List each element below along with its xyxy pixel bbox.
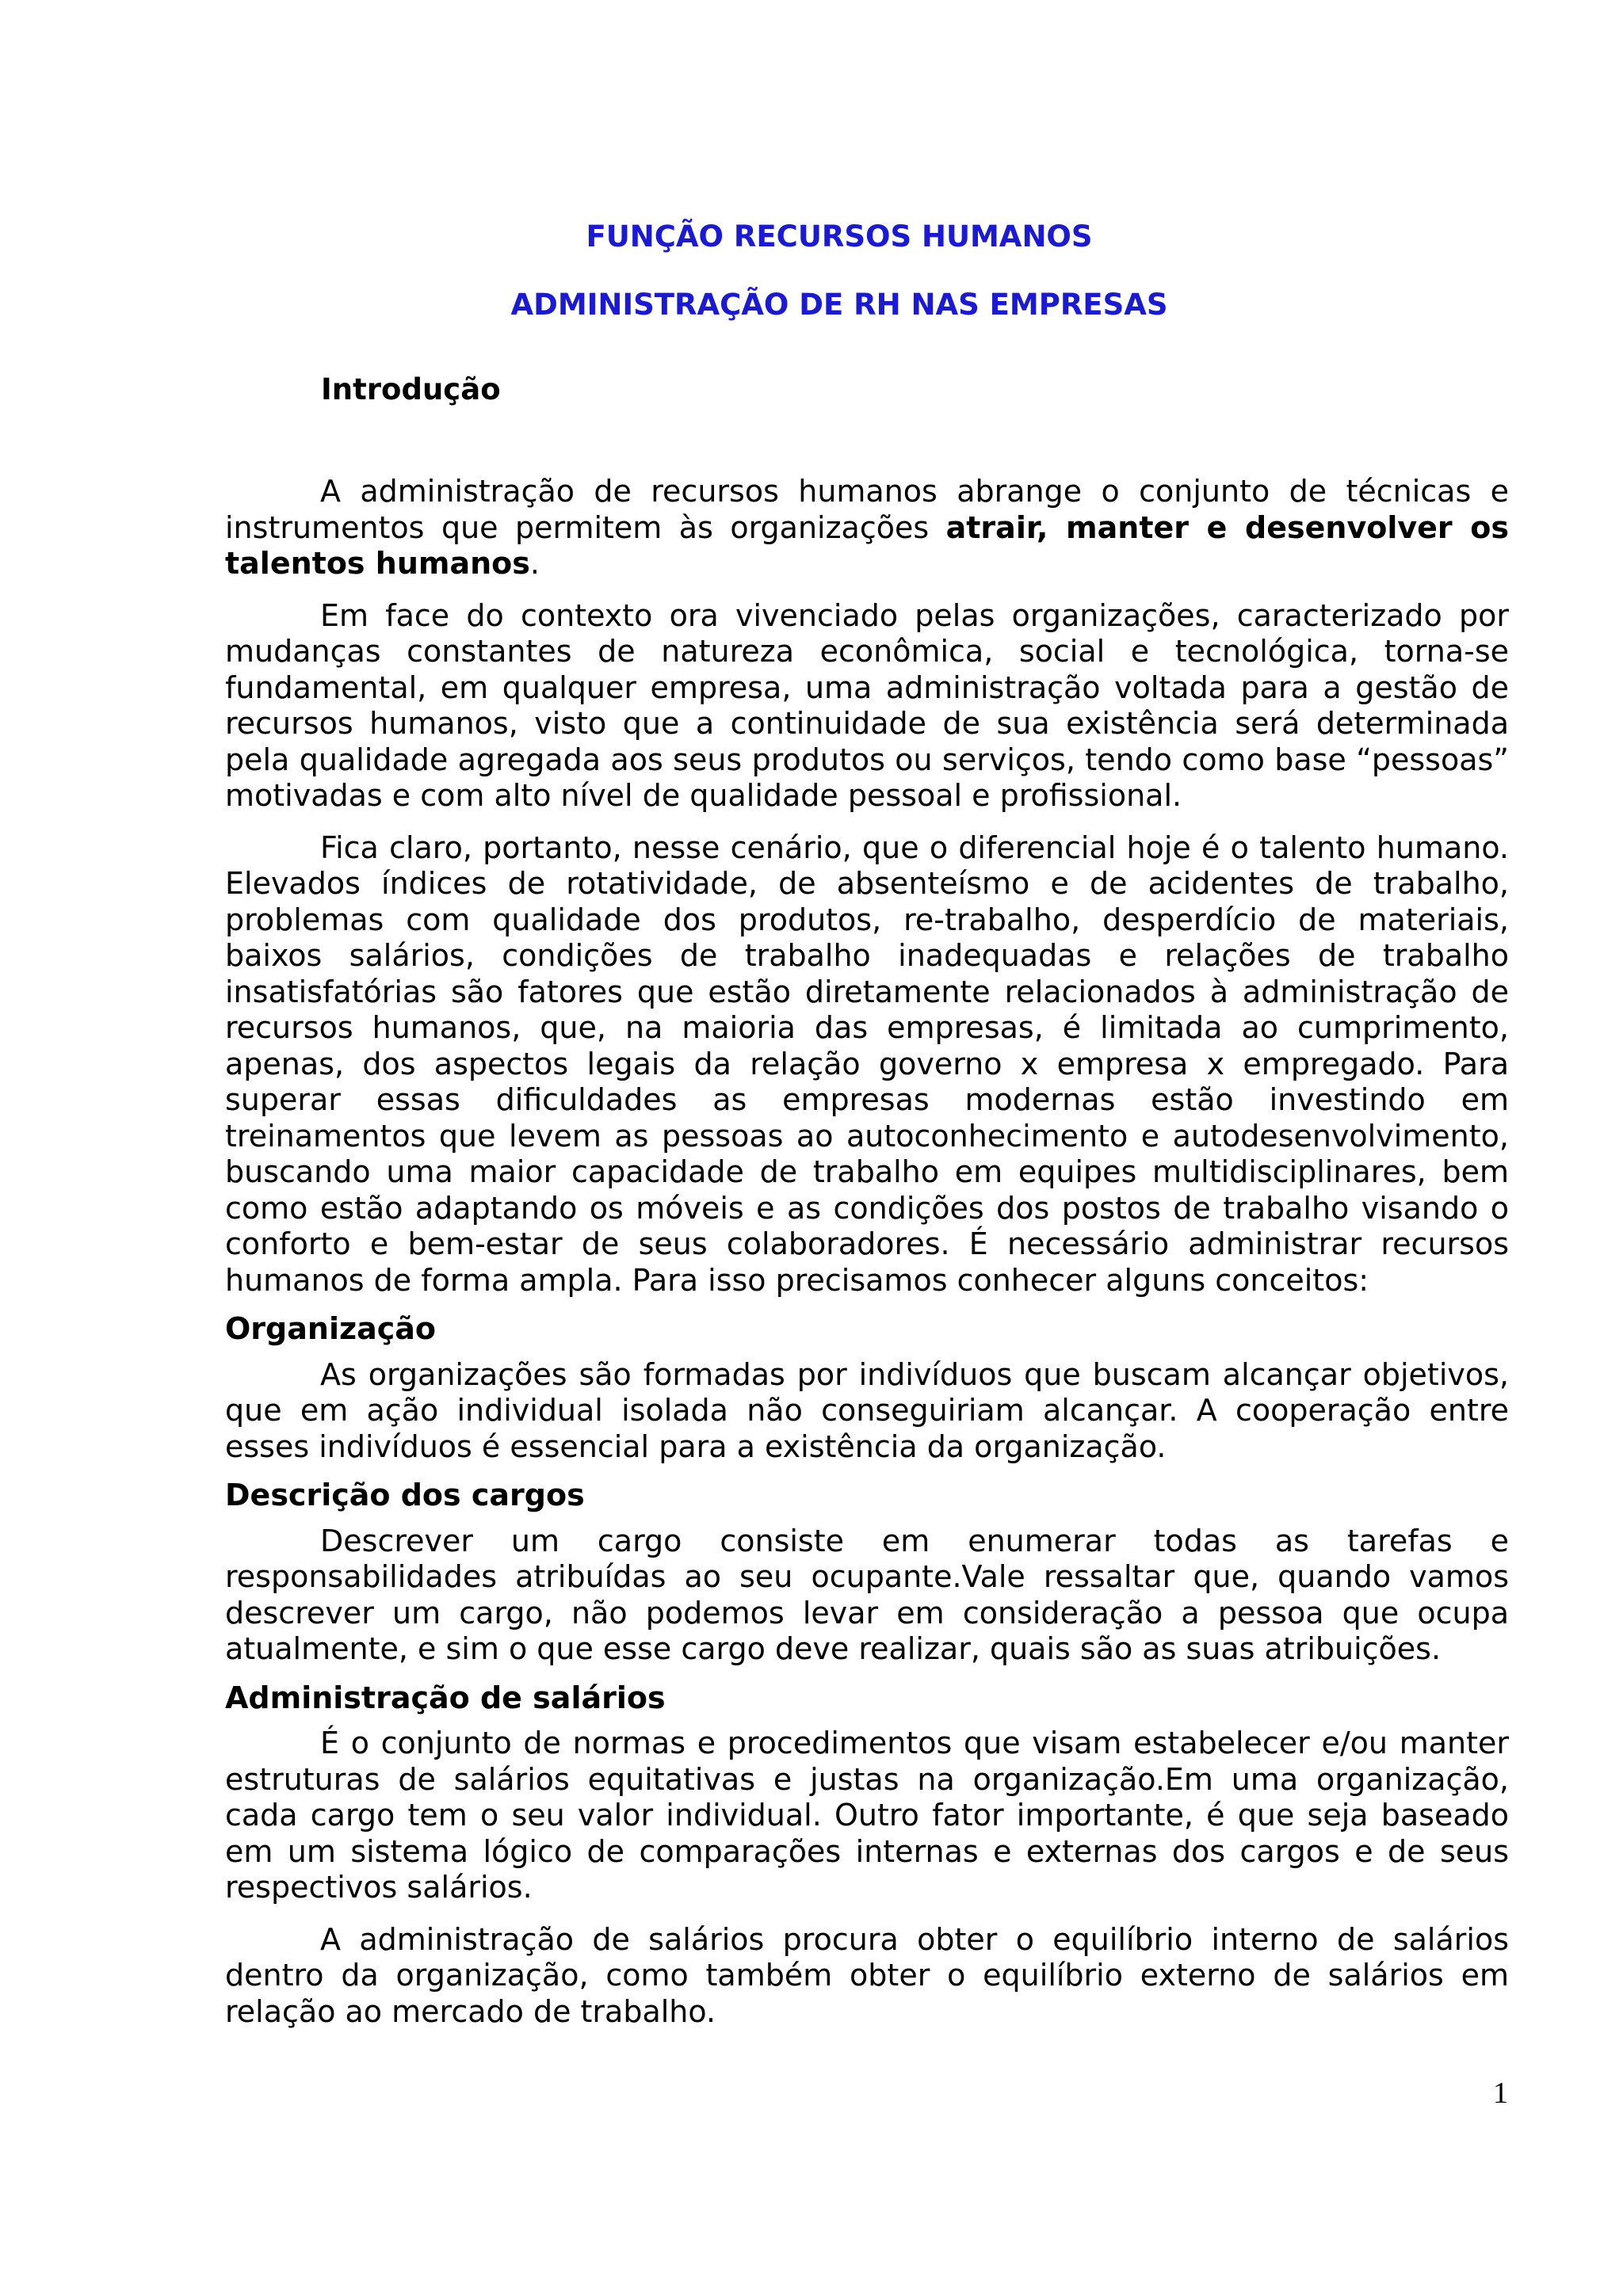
title-block [0, 218, 1623, 324]
document-subtitle: ADMINISTRAÇÃO DE RH NAS EMPRESAS [510, 288, 1168, 322]
salarios-paragraph-2: A administração de salários procura obter o equilíbrio interno de salários dentro da organização, como também obter o equilíbrio externo de salários em relação ao mercado de trabalho. [225, 1921, 1509, 2029]
section-heading-organizacao: Organização [225, 1311, 436, 1346]
body-text [225, 474, 1509, 2030]
salarios-paragraph-1: É o conjunto de normas e procedimentos que visam estabelecer e/ou manter estruturas de salários equitativas e justas na organização.Em uma organização, cada cargo tem o seu valor individual. Outro fator importante, é que seja baseado em um sistema lógico de comparações internas e externas dos cargos e de seus respectivos salários. [225, 1726, 1509, 1905]
intro-p1-end: . [529, 546, 540, 581]
section-heading-descricao: Descrição dos cargos [225, 1478, 585, 1512]
intro-p1-bold: atrair, manter e desenvolver os talentos humanos [225, 509, 1509, 581]
descricao-paragraph: Descrever um cargo consiste em enumerar todas as tarefas e responsabilidades atribuídas ao seu ocupante.Vale ressaltar que, quando vamos descrever um cargo, não podemos levar em consideração a pessoa que ocupa atualmente, e sim o que esse cargo deve realizar, quais são as suas atribuições. [225, 1523, 1509, 1666]
section-heading-salarios: Administração de salários [225, 1680, 666, 1715]
intro-paragraph-3: Fica claro, portanto, nesse cenário, que o diferencial hoje é o talento humano. Elevados índices de rotatividade, de absenteísmo e de acidentes de trabalho, problemas com qualidade dos produtos, re-trabalho, desperdício de materiais, baixos salários, condições de trabalho inadequadas e relações de trabalho insatisfatórias são fatores que estão diretamente relacionados à administração de recursos humanos, que, na maioria das empresas, é limitada ao cumprimento, apenas, dos aspectos legais da relação governo x empresa x empregado. Para superar essas dificuldades as empresas modernas estão investindo em treinamentos que levem as pessoas ao autoconhecimento e autodesenvolvimento, buscando uma maior capacidade de trabalho em equipes multidisciplinares, bem como estão adaptando os móveis e as condições dos postos de trabalho visando o conforto e bem-estar de seus colaboradores. É necessário administrar recursos humanos de forma ampla. Para isso precisamos conhecer alguns conceitos: [225, 830, 1509, 1298]
page-number: 1 [1493, 2077, 1508, 2110]
intro-heading: Introdução [321, 372, 501, 406]
intro-paragraph-1 [225, 474, 1509, 582]
intro-p1-start: A administração de recursos humanos abrange o conjunto de técnicas e instrumentos que permitem às organizações [225, 474, 1509, 545]
document-title: FUNÇÃO RECURSOS HUMANOS [586, 219, 1093, 254]
organizacao-paragraph: As organizações são formadas por indivíduos que buscam alcançar objetivos, que em ação individual isolada não conseguiriam alcançar. A cooperação entre esses indivíduos é essencial para a existência da organização. [225, 1356, 1509, 1464]
intro-paragraph-2: Em face do contexto ora vivenciado pelas organizações, caracterizado por mudanças constantes de natureza econômica, social e tecnológica, torna-se fundamental, em qualquer empresa, uma administração voltada para a gestão de recursos humanos, visto que a continuidade de sua existência será determinada pela qualidade agregada aos seus produtos ou serviços, tendo como base “pessoas” motivadas e com alto nível de qualidade pessoal e profissional. [225, 597, 1509, 813]
